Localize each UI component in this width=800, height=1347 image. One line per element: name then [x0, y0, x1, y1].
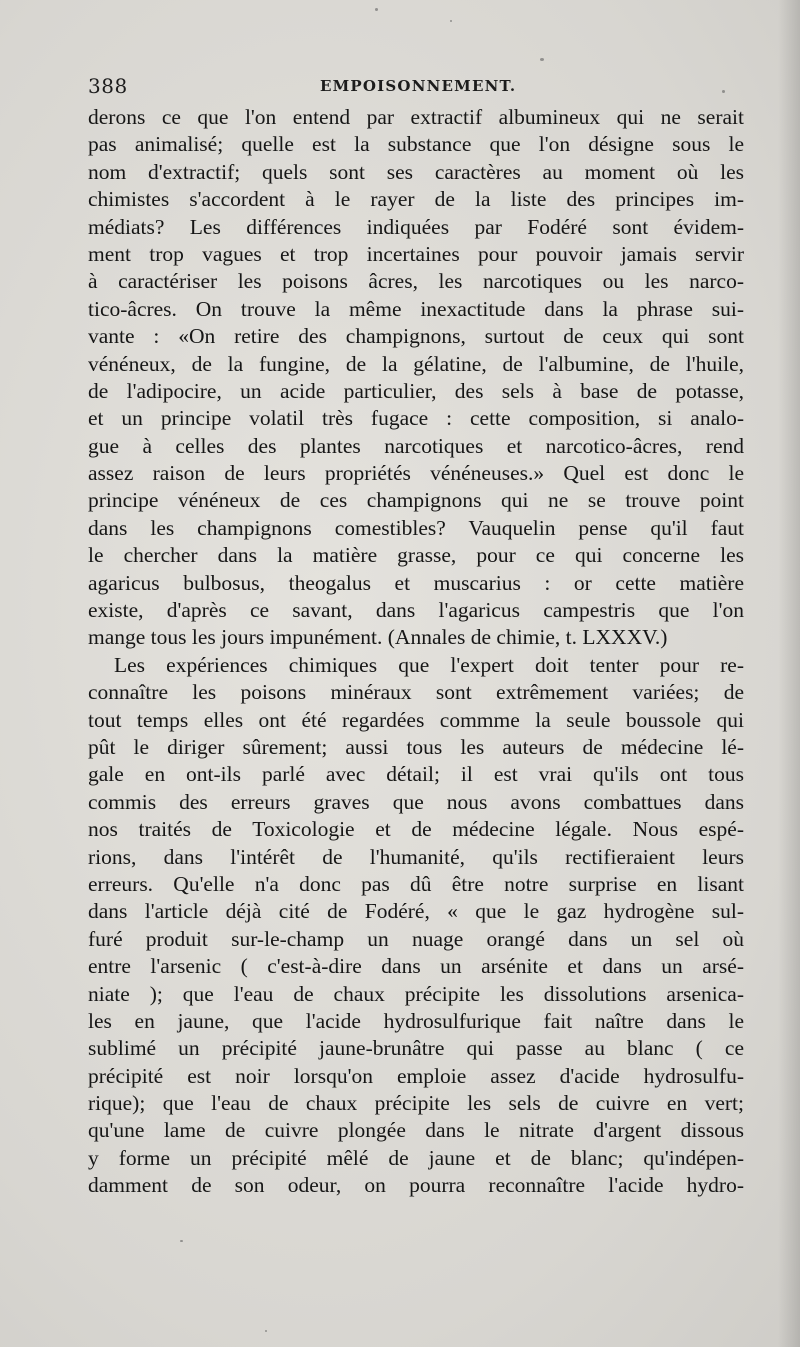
- text-line: dans les champignons comestibles? Vauquelin pense qu'il faut: [88, 515, 744, 540]
- text-line: erreurs. Qu'elle n'a donc pas dû être notre surprise en lisant: [88, 871, 744, 896]
- text-line: pût le diriger sûrement; aussi tous les auteurs de médecine lé-: [88, 734, 744, 759]
- paper-speck: [540, 58, 544, 61]
- text-line: sublimé un précipité jaune-brunâtre qui passe au blanc ( ce: [88, 1036, 744, 1061]
- paper-speck: [450, 20, 452, 22]
- text-line: gue à celles des plantes narcotiques et narcotico-âcres, rend: [88, 433, 744, 458]
- text-line: Les expériences chimiques que l'expert doit tenter pour re-: [114, 652, 744, 677]
- text-line: vénéneux, de la fungine, de la gélatine, de l'albumine, de l'huile,: [88, 351, 744, 376]
- text-line: et un principe volatil très fugace : cette composition, si analo-: [88, 406, 744, 431]
- text-line: furé produit sur-le-champ un nuage orangé dans un sel où: [88, 926, 744, 951]
- text-line: existe, d'après ce savant, dans l'agaricus campestris que l'on: [88, 598, 744, 623]
- text-line: vante : «On retire des champignons, surtout de ceux qui sont: [88, 324, 744, 349]
- page-header: [88, 74, 748, 102]
- text-line: commis des erreurs graves que nous avons combattues dans: [88, 789, 744, 814]
- text-line: niate ); que l'eau de chaux précipite les dissolutions arsenica-: [88, 981, 744, 1006]
- text-line: rique); que l'eau de chaux précipite les sels de cuivre en vert;: [88, 1091, 744, 1116]
- text-line: tico-âcres. On trouve la même inexactitude dans la phrase sui-: [88, 296, 744, 321]
- text-line: agaricus bulbosus, theogalus et muscarius : or cette matière: [88, 570, 744, 595]
- text-line: rions, dans l'intérêt de l'humanité, qu'ils rectifieraient leurs: [88, 844, 744, 869]
- paper-speck: [265, 1330, 267, 1332]
- text-line: dans l'article déjà cité de Fodéré, « que le gaz hydrogène sul-: [88, 899, 744, 924]
- text-line: entre l'arsenic ( c'est-à-dire dans un arsénite et dans un arsé-: [88, 954, 744, 979]
- text-line: nom d'extractif; quels sont ses caractères au moment où les: [88, 159, 744, 184]
- text-line: de l'adipocire, un acide particulier, des sels à base de potasse,: [88, 378, 744, 403]
- paper-speck: [375, 8, 378, 11]
- text-line: damment de son odeur, on pourra reconnaître l'acide hydro-: [88, 1173, 744, 1198]
- text-line: nos traités de Toxicologie et de médecine légale. Nous espé-: [88, 817, 744, 842]
- page-edge-shadow: [778, 0, 800, 1347]
- text-line: médiats? Les différences indiquées par Fodéré sont évidem-: [88, 214, 744, 239]
- text-line: tout temps elles ont été regardées commme la seule boussole qui: [88, 707, 744, 732]
- running-head: EMPOISONNEMENT.: [320, 77, 517, 95]
- text-line: pas animalisé; quelle est la substance que l'on désigne sous le: [88, 132, 744, 157]
- text-line: chimistes s'accordent à le rayer de la liste des principes im-: [88, 187, 744, 212]
- text-line: les en jaune, que l'acide hydrosulfurique fait naître dans le: [88, 1008, 744, 1033]
- body-text: [88, 104, 744, 1200]
- text-line: principe vénéneux de ces champignons qui ne se trouve point: [88, 488, 744, 513]
- text-line: ment trop vagues et trop incertaines pour pouvoir jamais servir: [88, 241, 744, 266]
- text-line: mange tous les jours impunément. (Annales de chimie, t. LXXXV.): [88, 625, 668, 650]
- text-line: assez raison de leurs propriétés vénéneuses.» Quel est donc le: [88, 461, 744, 486]
- text-line: gale en ont-ils parlé avec détail; il est vrai qu'ils ont tous: [88, 762, 744, 787]
- text-line: derons ce que l'on entend par extractif albumineux qui ne serait: [88, 105, 744, 129]
- text-line: qu'une lame de cuivre plongée dans le nitrate d'argent dissous: [88, 1118, 744, 1143]
- paper-speck: [180, 1240, 183, 1242]
- text-line: le chercher dans la matière grasse, pour ce qui concerne les: [88, 543, 744, 568]
- text-line: y forme un précipité mêlé de jaune et de blanc; qu'indépen-: [88, 1145, 744, 1170]
- text-line: à caractériser les poisons âcres, les narcotiques ou les narco-: [88, 269, 744, 294]
- text-line: précipité est noir lorsqu'on emploie assez d'acide hydrosulfu-: [88, 1063, 744, 1088]
- text-line: connaître les poisons minéraux sont extrêmement variées; de: [88, 680, 744, 705]
- page-number: 388: [88, 74, 128, 98]
